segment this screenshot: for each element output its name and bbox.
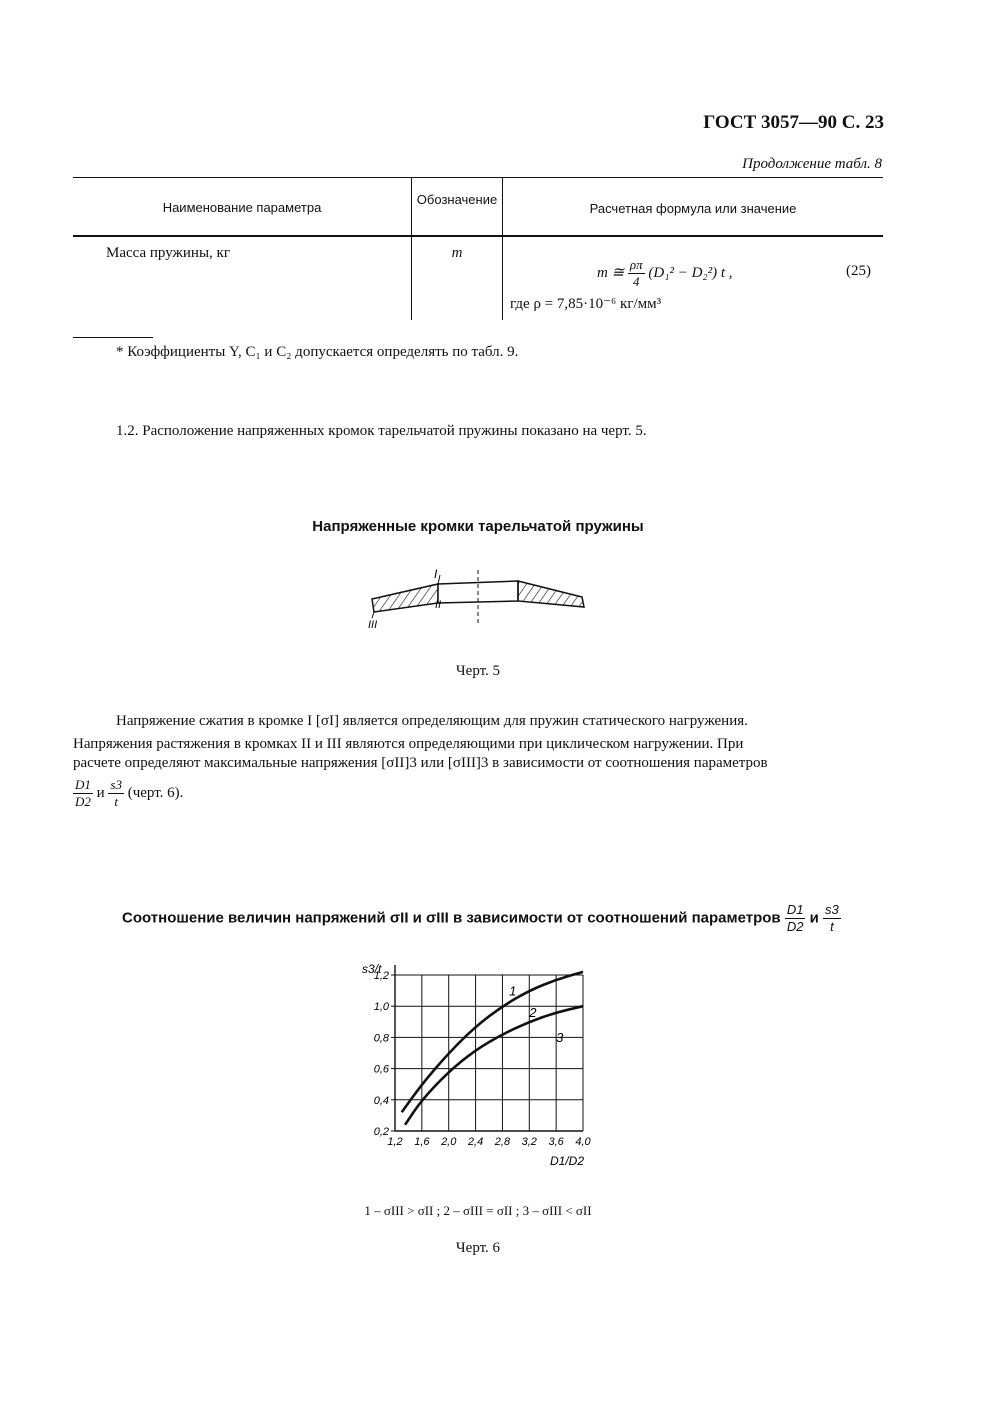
figure6-caption: Черт. 6 [455,1240,501,1256]
x-tick-label: 1,6 [414,1136,430,1148]
figure5-spring-drawing [360,565,600,635]
paragraph-and: и [96,784,105,801]
figure6-title-fraction-1-den: D2 [786,919,804,934]
curve-label: 3 [556,1030,564,1046]
y-tick-label: 1,0 [373,1001,389,1014]
page-header-title: ГОСТ 3057—90 С. 23 [703,112,884,133]
paragraph-fraction-2 [108,777,124,810]
paragraph-fraction-2-den: t [114,794,119,809]
x-tick-label: 3,2 [521,1136,537,1148]
table-cell-name: Масса пружины, кг [106,245,230,261]
curve-label: 2 [529,1005,537,1021]
figure6-title-and: и [809,909,819,927]
paragraph-tail: (черт. 6). [127,784,184,801]
figure6-title-fraction-1 [785,902,806,935]
figure6-title-row [122,902,841,935]
chart-x-ticks [387,1136,591,1148]
chart-y-ticks [374,970,390,1138]
y-tick-label: 0,8 [373,1032,389,1045]
footnote-text: * Коэффициенты Y, C₁ и C₂ допускается определять по табл. 9. [116,344,519,360]
paragraph-line-1: Напряжение сжатия в кромке I [σI] является определяющим для пружин статического нагружения. [116,713,748,729]
table-header-rule [73,235,883,237]
table-header-name: Наименование параметра [162,200,322,215]
figure6-title-fraction-1-num: D1 [786,902,804,917]
table-continuation-label: Продолжение табл. 8 [742,156,882,172]
spring-left-section [372,584,438,612]
x-tick-label: 4,0 [575,1136,591,1148]
table-cell-formula [597,257,733,290]
formula-fraction-den: 4 [633,274,640,289]
paragraph-line-2: Напряжения растяжения в кромках II и III являются определяющими при циклическом нагружении. При [73,736,744,752]
y-tick-label: 0,4 [373,1094,389,1107]
figure6-title-fraction-2-den: t [830,919,834,934]
x-tick-label: 2,4 [467,1136,484,1148]
formula-rhs: (D₁² − D₂²) t , [648,264,733,281]
paragraph-fraction-1-den: D2 [75,794,91,809]
formula-where: где ρ = 7,85·10⁻⁶ кг/мм³ [510,296,662,312]
x-tick-label: 1,2 [387,1136,403,1148]
formula-fraction-num: ρπ [629,257,643,272]
formula-fraction [628,257,645,290]
figure6-title-fraction-2-num: s3 [825,902,839,917]
figure6-title-fraction-2 [823,902,841,935]
y-tick-label: 0,2 [373,1126,389,1138]
figure6-chart [350,955,610,1175]
paragraph-fraction-1 [73,777,93,810]
spring-right-section [518,581,584,607]
curve-label: 1 [509,983,517,999]
paragraph-line-3: расчете определяют максимальные напряжения [σII]3 или [σIII]3 в зависимости от соотношения параметров [73,755,768,771]
section-1-2-text: 1.2. Расположение напряженных кромок тарельчатой пружины показано на черт. 5. [116,423,647,439]
figure5-caption: Черт. 5 [455,663,501,679]
table-header-formula: Расчетная формула или значение [589,201,797,216]
chart-y-axis-label: s3/t [362,962,382,976]
formula-lhs: m ≅ [597,264,625,281]
figure5-label-III: III [368,619,378,631]
chart-x-axis-label: D1/D2 [550,1154,585,1168]
figure5-label-I: I [434,567,438,581]
figure6-title: Соотношение величин напряжений σII и σIII в зависимости от соотношений параметров [122,909,781,927]
figure5-label-II: II [435,599,442,611]
formula-number: (25) [846,263,871,279]
chart-grid [391,965,583,1131]
table-top-rule [73,177,883,178]
figure5-title: Напряженные кромки тарельчатой пружины [312,518,644,535]
paragraph-fraction-1-num: D1 [75,777,91,792]
figure6-legend: 1 – σIII > σII ; 2 – σIII = σII ; 3 – σIII < σII [364,1203,592,1218]
x-tick-label: 2,8 [494,1136,511,1148]
table-cell-symbol: m [451,245,463,261]
paragraph-fraction-2-num: s3 [110,777,122,792]
x-tick-label: 2,0 [441,1136,457,1148]
table-col-divider-2 [502,177,503,320]
y-tick-label: 0,6 [373,1063,389,1076]
footnote-rule [73,337,153,338]
x-tick-label: 3,6 [548,1136,564,1148]
table-header-symbol: Обозначение [416,192,498,207]
y-tick-label: 1,2 [373,970,389,982]
paragraph-line-4 [73,777,183,810]
